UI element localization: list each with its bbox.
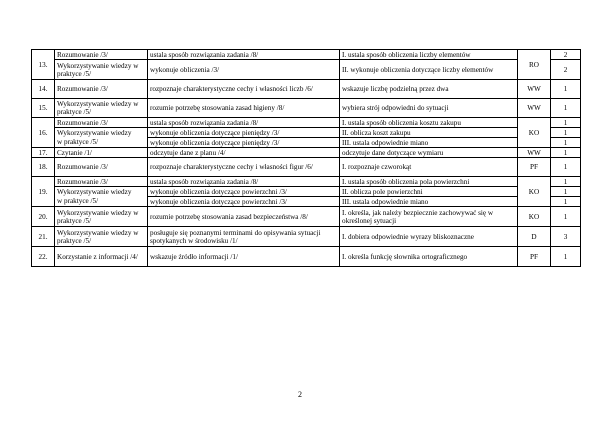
skill-cell: Czytanie /1/ [55, 148, 148, 158]
code-cell: RO [518, 50, 551, 80]
code-cell: PF [518, 158, 551, 177]
standard-cell: wykonuje obliczenia /3/ [148, 60, 340, 80]
skill-cell: Rozumowanie /3/ [55, 177, 148, 187]
criterion-cell: I. ustala sposób obliczenia kosztu zakupu [340, 118, 518, 128]
table-row [32, 148, 581, 158]
criterion-cell: wskazuje liczbę podzielną przez dwa [340, 80, 518, 99]
criterion-cell: I. dobiera odpowiednie wyrazy bliskoznaczne [340, 227, 518, 247]
criterion-cell: I. ustala sposób obliczenia pola powierzchni [340, 177, 518, 187]
code-cell: KO [518, 177, 551, 207]
skill-cell: w praktyce /5/ [55, 138, 148, 148]
criterion-cell: II. wykonuje obliczenia dotyczące liczby elementów [340, 60, 518, 80]
skill-cell: Rozumowanie /3/ [55, 158, 148, 177]
standard-cell: rozpoznaje charakterystyczne cechy i własności liczb /6/ [148, 80, 340, 99]
criterion-cell: I. rozpoznaje czworokąt [340, 158, 518, 177]
points-cell: 1 [551, 148, 581, 158]
criterion-cell: II. oblicza koszt zakupu [340, 128, 518, 138]
points-cell: 1 [551, 247, 581, 267]
standard-cell: ustala sposób rozwiązania zadania /8/ [148, 50, 340, 60]
table-row [32, 227, 581, 247]
task-number: 20. [32, 207, 55, 227]
skill-cell: Wykorzystywanie wiedzy w praktyce /5/ [55, 99, 148, 118]
criterion-cell: I. określa funkcję słownika ortograficznego [340, 247, 518, 267]
code-cell: PF [518, 247, 551, 267]
points-cell: 1 [551, 187, 581, 197]
table-row [32, 207, 581, 227]
table-row [32, 197, 581, 207]
task-number: 16. [32, 118, 55, 148]
points-cell: 3 [551, 227, 581, 247]
code-cell: D [518, 227, 551, 247]
table-row [32, 187, 581, 197]
standard-cell: rozpoznaje charakterystyczne cechy i własności figur /6/ [148, 158, 340, 177]
table-row [32, 177, 581, 187]
task-number: 17. [32, 148, 55, 158]
skill-cell: w praktyce /5/ [55, 197, 148, 207]
skill-cell: Rozumowanie /3/ [55, 50, 148, 60]
criterion-cell: I. ustala sposób obliczenia liczby elementów [340, 50, 518, 60]
scoring-table [31, 49, 581, 267]
skill-cell: Rozumowanie /3/ [55, 80, 148, 99]
standard-cell: rozumie potrzebę stosowania zasad higieny /8/ [148, 99, 340, 118]
code-cell: WW [518, 148, 551, 158]
standard-cell: wskazuje źródło informacji /1/ [148, 247, 340, 267]
standard-cell: rozumie potrzebę stosowania zasad bezpieczeństwa /8/ [148, 207, 340, 227]
points-cell: 1 [551, 118, 581, 128]
points-cell: 2 [551, 50, 581, 60]
task-number: 18. [32, 158, 55, 177]
points-cell: 2 [551, 60, 581, 80]
points-cell: 1 [551, 197, 581, 207]
task-number: 22. [32, 247, 55, 267]
points-cell: 1 [551, 207, 581, 227]
standard-cell: ustala sposób rozwiązania zadania /8/ [148, 177, 340, 187]
standard-cell: wykonuje obliczenia dotyczące pieniędzy /3/ [148, 138, 340, 148]
table-row [32, 60, 581, 80]
points-cell: 1 [551, 138, 581, 148]
code-cell: WW [518, 99, 551, 118]
points-cell: 1 [551, 158, 581, 177]
criterion-cell: I. określa, jak należy bezpiecznie zachowywać się w określonej sytuacji [340, 207, 518, 227]
skill-cell: Rozumowanie /3/ [55, 118, 148, 128]
points-cell: 1 [551, 80, 581, 99]
standard-cell: odczytuje dane z planu /4/ [148, 148, 340, 158]
table-row [32, 50, 581, 60]
code-cell: KO [518, 118, 551, 148]
skill-cell: Wykorzystywanie wiedzy w praktyce /5/ [55, 207, 148, 227]
task-number: 13. [32, 50, 55, 80]
table-row [32, 158, 581, 177]
criterion-cell: III. ustala odpowiednie miano [340, 197, 518, 207]
code-cell: KO [518, 207, 551, 227]
criterion-cell: odczytuje dane dotyczące wymiaru [340, 148, 518, 158]
standard-cell: wykonuje obliczenia dotyczące powierzchni /3/ [148, 187, 340, 197]
standard-cell: wykonuje obliczenia dotyczące pieniędzy /3/ [148, 128, 340, 138]
criterion-cell: wybiera strój odpowiedni do sytuacji [340, 99, 518, 118]
task-number: 14. [32, 80, 55, 99]
table-row [32, 118, 581, 128]
task-number: 19. [32, 177, 55, 207]
skill-cell: Wykorzystywanie wiedzy [55, 187, 148, 197]
code-cell: WW [518, 80, 551, 99]
table-row [32, 247, 581, 267]
table-row [32, 80, 581, 99]
table-row [32, 138, 581, 148]
skill-cell: Wykorzystywanie wiedzy w praktyce /5/ [55, 227, 148, 247]
criterion-cell: III. ustala odpowiednie miano [340, 138, 518, 148]
standard-cell: posługuje się poznanymi terminami do opisywania sytuacji spotykanych w środowisku /1/ [148, 227, 340, 247]
task-number: 21. [32, 227, 55, 247]
points-cell: 1 [551, 177, 581, 187]
skill-cell: Wykorzystywanie wiedzy [55, 128, 148, 138]
standard-cell: ustala sposób rozwiązania zadania /8/ [148, 118, 340, 128]
table-row [32, 99, 581, 118]
criterion-cell: II. oblicza pole powierzchni [340, 187, 518, 197]
table-row [32, 128, 581, 138]
standard-cell: wykonuje obliczenia dotyczące powierzchni /3/ [148, 197, 340, 207]
points-cell: 1 [551, 128, 581, 138]
task-number: 15. [32, 99, 55, 118]
skill-cell: Korzystanie z informacji /4/ [55, 247, 148, 267]
skill-cell: Wykorzystywanie wiedzy w praktyce /5/ [55, 60, 148, 80]
page-number: 2 [298, 390, 302, 399]
points-cell: 1 [551, 99, 581, 118]
